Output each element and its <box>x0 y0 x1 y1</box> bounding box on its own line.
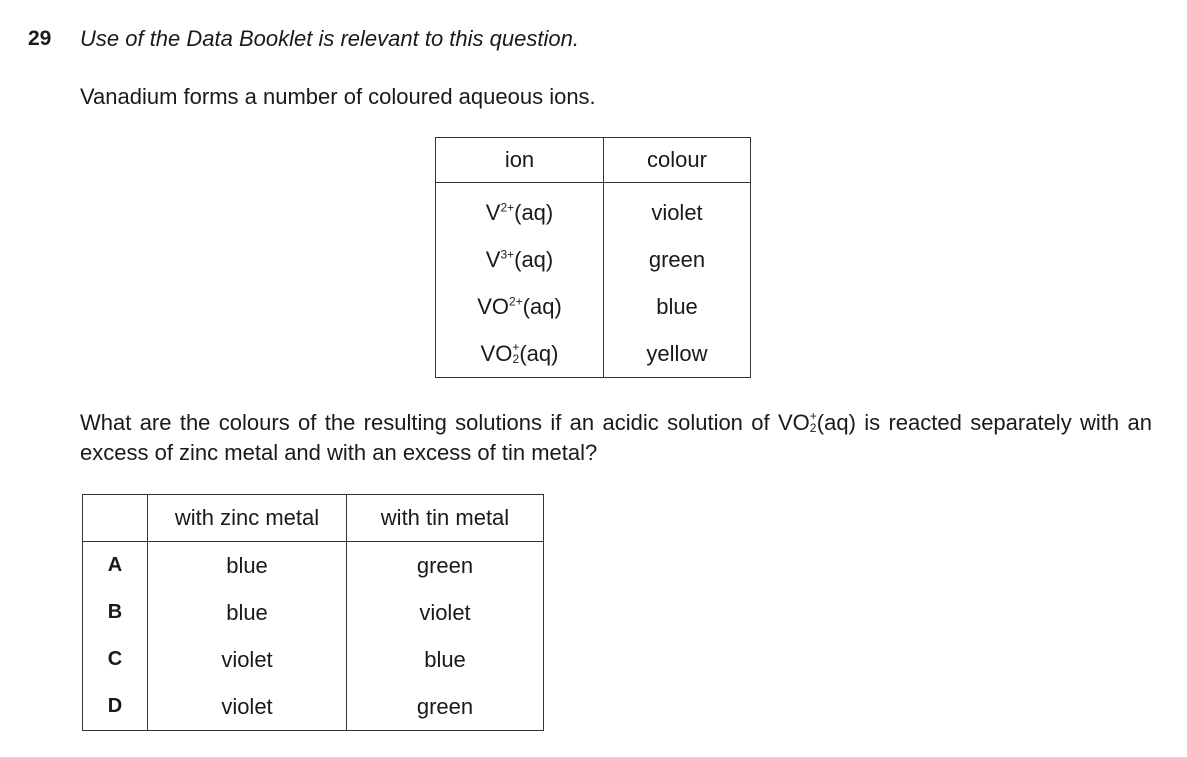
tin-header: with tin metal <box>347 495 544 542</box>
answer-option-d[interactable] <box>83 683 544 731</box>
table-row <box>436 236 751 283</box>
colour-cell: blue <box>604 283 751 330</box>
option-letter: B <box>83 589 148 636</box>
zinc-cell: violet <box>148 683 347 731</box>
ion-header: ion <box>436 138 604 183</box>
table-row <box>436 283 751 330</box>
tin-cell: green <box>347 542 544 590</box>
ion-cell: $V^{2+}(aq)$ <box>436 183 604 237</box>
answer-options-table <box>82 494 544 731</box>
answer-option-a[interactable] <box>83 542 544 590</box>
colour-cell: green <box>604 236 751 283</box>
ion-cell: VO + 2 (aq) <box>436 330 604 378</box>
colour-cell: violet <box>604 183 751 237</box>
question-text: What are the colours of the resulting solutions if an acidic solution of VO + 2 (aq) is reacted separately with an excess of zinc metal and with an excess of tin metal? <box>80 409 1152 465</box>
tin-cell: blue <box>347 636 544 683</box>
answer-option-b[interactable] <box>83 589 544 636</box>
tin-cell: violet <box>347 589 544 636</box>
answer-option-c[interactable] <box>83 636 544 683</box>
tin-cell: green <box>347 683 544 731</box>
ion-cell: $V^{3+}(aq)$ <box>436 236 604 283</box>
zinc-header: with zinc metal <box>148 495 347 542</box>
intro-text: Vanadium forms a number of coloured aqueous ions. <box>80 84 596 109</box>
option-letter: C <box>83 636 148 683</box>
zinc-cell: violet <box>148 636 347 683</box>
table-row <box>436 330 751 378</box>
table-row <box>436 183 751 237</box>
zinc-cell: blue <box>148 589 347 636</box>
option-letter: A <box>83 542 148 590</box>
question-number: 29 <box>28 27 52 50</box>
colour-header: colour <box>604 138 751 183</box>
ion-colour-table <box>435 137 751 378</box>
letter-header <box>83 495 148 542</box>
option-letter: D <box>83 683 148 731</box>
instruction-text: Use of the Data Booklet is relevant to this question. <box>80 26 579 51</box>
colour-cell: yellow <box>604 330 751 378</box>
zinc-cell: blue <box>148 542 347 590</box>
ion-cell: $VO^{2+}(aq)$ <box>436 283 604 330</box>
